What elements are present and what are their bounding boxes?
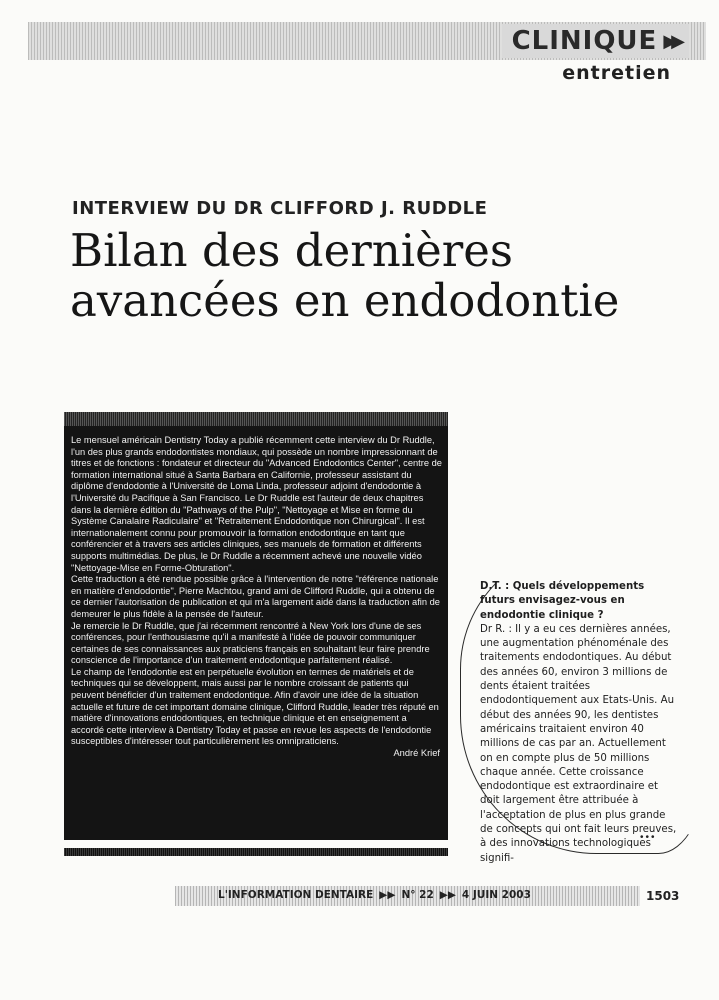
footer-info xyxy=(218,889,531,901)
interview-block xyxy=(480,580,680,866)
intro-paragraph: Cette traduction a été rendue possible grâce à l'intervention de notre "référence nationale en matière d'endodontie", Pierre Machtou, grand ami de Clifford Ruddle, qui a obtenu de ce dernier l'autorisation de publication et qui m'a largement aidé dans la traduction afin de demeurer le plus fidèle à la pensée de l'auteur. xyxy=(71,574,440,619)
title-line-1: Bilan des dernières xyxy=(70,224,513,277)
intro-box xyxy=(64,412,448,840)
intro-bottom-strip xyxy=(64,848,448,856)
section-label xyxy=(502,24,689,58)
title-line-2: avancées en endodontie xyxy=(70,274,620,327)
interview-question: D.T. : Quels développements futurs envisagez-vous en endodontie clinique ? xyxy=(480,581,645,621)
intro-paragraph: Le champ de l'endodontie est en perpétuelle évolution en termes de matériels et de techniques qui se développent, mais aussi par le nombre croissant de patients qui peuvent bénéficier d'un traitement endodontique. Afin d'avoir une idée de la situation actuelle et future de cet important domaine clinique, Clifford Ruddle, leader très réputé en matière d'innovations endodontiques, en technique clinique et en enseignement a accordé cette interview à Dentistry Today et passe en revue les aspects de l'endodontie susceptibles d'intéresser tout particulièrement les omnipraticiens. xyxy=(71,666,439,747)
intro-paragraph: Je remercie le Dr Ruddle, que j'ai récemment rencontré à New York lors d'une de ses conférences, pour l'enthousiasme qu'il a manifesté à l'idée de pouvoir communiquer certaines de ses connaissances aux praticiens français en souhaitant leur faire prendre conscience de l'importance d'un traitement endodontique parfaitement réalisé. xyxy=(71,620,430,666)
issue-number: N° 22 xyxy=(401,889,434,901)
intro-text xyxy=(71,435,442,760)
continuation-dots: ••• xyxy=(640,832,657,843)
intro-author: André Krief xyxy=(393,748,440,759)
article-kicker: INTERVIEW DU DR CLIFFORD J. RUDDLE xyxy=(72,198,488,219)
double-arrow-icon: ▶▶ xyxy=(439,889,456,901)
issue-date: 4 JUIN 2003 xyxy=(461,889,531,901)
double-arrow-icon: ▶▶ xyxy=(663,30,679,52)
intro-box-stripe xyxy=(64,412,448,426)
interview-answer: Dr R. : Il y a eu ces dernières années, une augmentation phénoménale des traitements endodontiques. Au début des années 60, environ 3 millions de dents étaient traitées endodontiquement aux Etats-Unis. Au début des années 90, les dentistes américains traitaient environ 40 millions de cas par an. Actuellement on en compte plus de 50 millions chaque année. Cette croissance endodontique est extraordinaire et doit largement être attribuée à l'acceptation de plus en plus grande de concepts qui ont fait leurs preuves, à des innovations technologiques signifi- xyxy=(480,623,677,864)
double-arrow-icon: ▶▶ xyxy=(379,889,396,901)
journal-name: L'INFORMATION DENTAIRE xyxy=(218,889,374,901)
intro-paragraph: Le mensuel américain Dentistry Today a publié récemment cette interview du Dr Ruddle, l'un des plus grands endodontistes mondiaux, qui possède un nombre impressionnant de titres et de fonctions : fondateur et directeur du "Advanced Endodontics Center", centre de formation international situé à Santa Barbara en Californie, professeur assistant du diplôme d'endodontie à l'Université de Loma Linda, professeur adjoint d'endodontie à l'Université du Pacifique à San Francisco. Le Dr Ruddle est l'auteur de deux chapitres dans la dernière édition du "Pathways of the Pulp", "Nettoyage et Mise en forme du Système Canalaire Radiculaire" et "Retraitement Endodontique non Chirurgical". Il est internationalement connu pour promouvoir la formation endodontique en tant que conférencier et à travers ses articles cliniques, ses manuels de formation et différents supports multimédias. De plus, le Dr Ruddle a récemment achevé une nouvelle vidéo "Nettoyage-Mise en Forme-Obturation". xyxy=(71,435,442,573)
article-title xyxy=(70,226,670,326)
page-number: 1503 xyxy=(646,889,680,903)
section-title: CLINIQUE xyxy=(511,26,658,56)
subsection-title: entretien xyxy=(562,62,671,84)
